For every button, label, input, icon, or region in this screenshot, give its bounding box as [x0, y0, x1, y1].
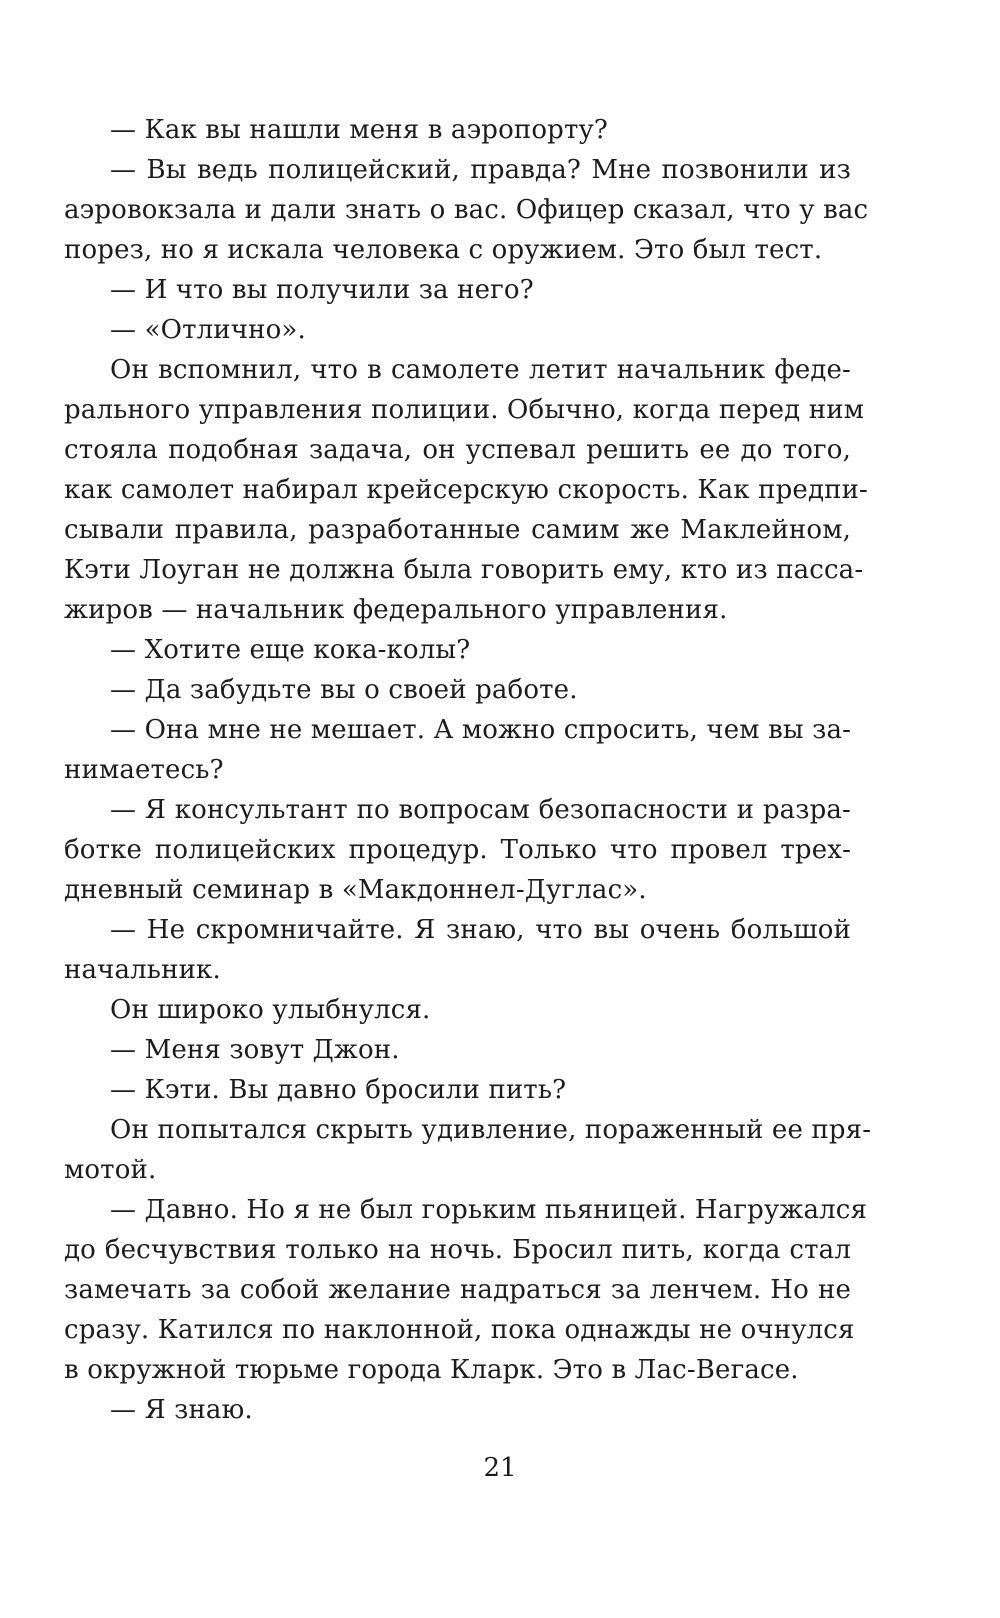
text-line: мотой. [64, 1155, 157, 1185]
text-line: в окружной тюрьме города Кларк. Это в Лас-Вегасе. [64, 1355, 799, 1385]
text-line: — Да забудьте вы о своей работе. [110, 675, 578, 705]
text-line: Он попытался скрыть удивление, пораженный ее пря- [110, 1115, 872, 1145]
text-line: Он вспомнил, что в самолете летит начальник феде- [110, 355, 851, 385]
text-line: нимаетесь? [64, 755, 224, 785]
text-line: сывали правила, разработанные самим же Маклейном, [64, 515, 851, 545]
text-line: ботке полицейских процедур. Только что провел трех- [64, 835, 851, 865]
text-line: — Кэти. Вы давно бросили пить? [110, 1075, 567, 1105]
page-number: 21 [483, 1453, 517, 1483]
text-line: как самолет набирал крейсерскую скорость. Как предпи- [64, 475, 868, 505]
text-line: рального управления полиции. Обычно, когда перед ним [64, 395, 865, 425]
text-line: — Она мне не мешает. А можно спросить, чем вы за- [110, 715, 852, 745]
text-line: сразу. Катился по наклонной, пока однажды не очнулся [64, 1315, 855, 1345]
text-line: — Не скромничайте. Я знаю, что вы очень большой [110, 915, 851, 945]
text-line: — Я знаю. [110, 1395, 253, 1425]
text-line: порез, но я искала человека с оружием. Это был тест. [64, 235, 823, 265]
text-line: аэровокзала и дали знать о вас. Офицер сказал, что у вас [64, 195, 869, 225]
text-line: — Как вы нашли меня в аэропорту? [110, 115, 609, 145]
text-line: — Давно. Но я не был горьким пьяницей. Нагружался [110, 1195, 868, 1225]
text-line: дневный семинар в «Макдоннел-Дуглас». [64, 875, 647, 905]
text-line: стояла подобная задача, он успевал решить ее до того, [64, 435, 851, 465]
text-line: — Меня зовут Джон. [110, 1035, 400, 1065]
text-line: до бесчувствия только на ночь. Бросил пить, когда стал [64, 1235, 851, 1265]
text-line: — Хотите еще кока-колы? [110, 635, 471, 665]
text-line: — Вы ведь полицейский, правда? Мне позвонили из [110, 155, 851, 185]
text-line: замечать за собой желание надраться за ленчем. Но не [64, 1275, 851, 1305]
text-line: — Я консультант по вопросам безопасности и разра- [110, 795, 851, 825]
page-body-text [64, 110, 872, 1430]
text-line: жиров — начальник федерального управления. [64, 595, 728, 625]
text-line: начальник. [64, 955, 221, 985]
text-line: Кэти Лоуган не должна была говорить ему, кто из пасса- [64, 555, 864, 585]
text-line: — И что вы получили за него? [110, 275, 534, 305]
text-line: Он широко улыбнулся. [110, 995, 431, 1025]
text-line: — «Отлично». [110, 315, 306, 345]
